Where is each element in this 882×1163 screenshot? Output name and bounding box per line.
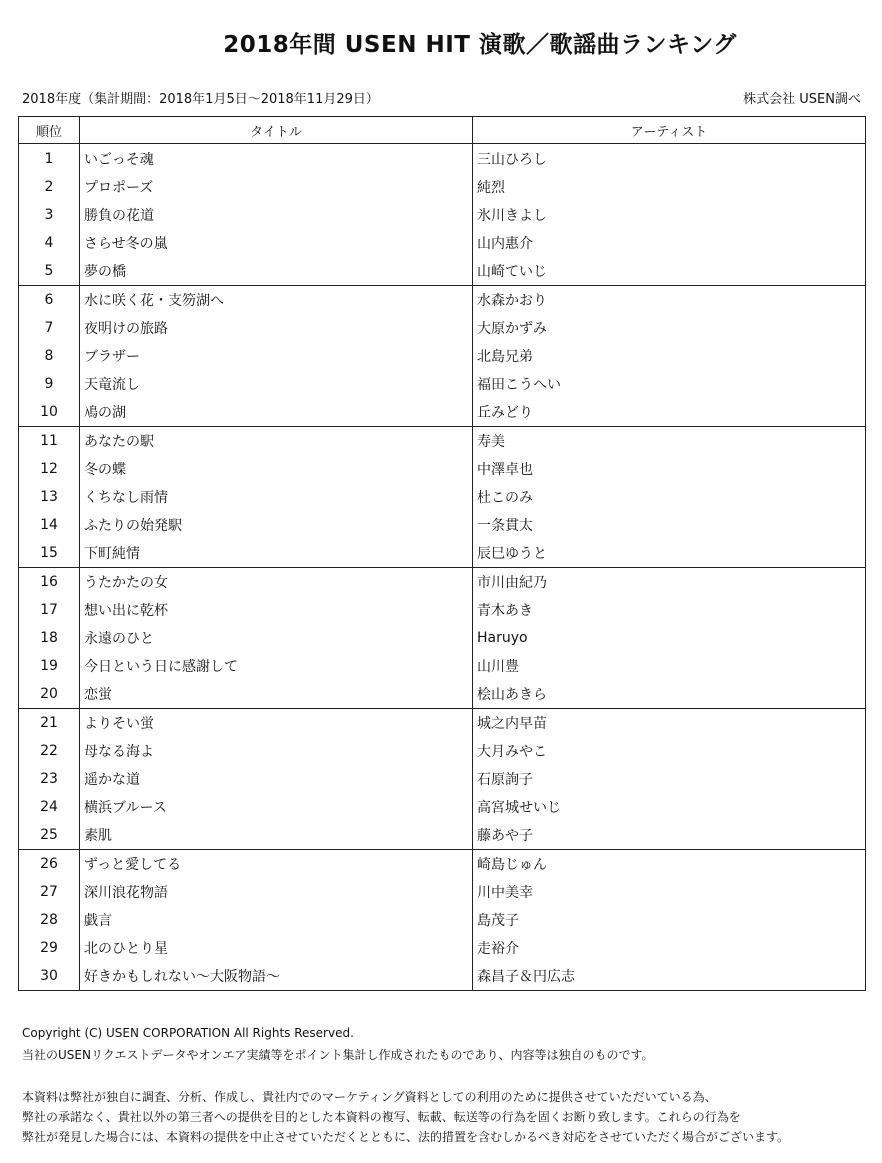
rank-cell: 11 bbox=[19, 427, 80, 456]
artist-cell: 走裕介 bbox=[473, 934, 866, 962]
title-cell: ブラザー bbox=[80, 342, 473, 370]
table-row bbox=[19, 342, 866, 370]
rank-cell: 21 bbox=[19, 709, 80, 738]
rank-cell: 13 bbox=[19, 483, 80, 511]
artist-cell: 純烈 bbox=[473, 173, 866, 201]
ranking-table bbox=[18, 116, 866, 991]
disclaimer-line: 弊社の承諾なく、貴社以外の第三者への提供を目的とした本資料の複写、転載、転送等の行為を固くお断り致します。これらの行為を bbox=[22, 1110, 741, 1124]
title-cell: 勝負の花道 bbox=[80, 201, 473, 229]
artist-cell: 川中美幸 bbox=[473, 878, 866, 906]
rank-cell: 18 bbox=[19, 624, 80, 652]
table-row bbox=[19, 821, 866, 850]
title-cell: 母なる海よ bbox=[80, 737, 473, 765]
rank-cell: 27 bbox=[19, 878, 80, 906]
table-row bbox=[19, 370, 866, 398]
artist-cell: 大原かずみ bbox=[473, 314, 866, 342]
table-row bbox=[19, 229, 866, 257]
title-cell: 深川浪花物語 bbox=[80, 878, 473, 906]
title-cell: ずっと愛してる bbox=[80, 850, 473, 879]
table-row bbox=[19, 850, 866, 879]
artist-cell: 寿美 bbox=[473, 427, 866, 456]
rank-cell: 16 bbox=[19, 568, 80, 597]
title-cell: 好きかもしれない～大阪物語～ bbox=[80, 962, 473, 991]
rank-cell: 20 bbox=[19, 680, 80, 709]
table-row bbox=[19, 680, 866, 709]
title-cell: うたかたの女 bbox=[80, 568, 473, 597]
artist-cell: 杜このみ bbox=[473, 483, 866, 511]
rank-cell: 14 bbox=[19, 511, 80, 539]
rank-cell: 19 bbox=[19, 652, 80, 680]
artist-cell: 丘みどり bbox=[473, 398, 866, 427]
artist-cell: 桧山あきら bbox=[473, 680, 866, 709]
artist-cell: 山内惠介 bbox=[473, 229, 866, 257]
rank-cell: 24 bbox=[19, 793, 80, 821]
rank-cell: 9 bbox=[19, 370, 80, 398]
method-note: 当社のUSENリクエストデータやオンエア実績等をポイント集計し作成されたものであり、内容等は独自のものです。 bbox=[22, 1048, 654, 1062]
artist-cell: 辰巳ゆうと bbox=[473, 539, 866, 568]
table-row bbox=[19, 765, 866, 793]
page-title: 2018年間 USEN HIT 演歌／歌謡曲ランキング bbox=[223, 32, 737, 58]
title-cell: 冬の蝶 bbox=[80, 455, 473, 483]
title-cell: 夢の橋 bbox=[80, 257, 473, 286]
rank-cell: 15 bbox=[19, 539, 80, 568]
title-cell: さらせ冬の嵐 bbox=[80, 229, 473, 257]
table-header-row bbox=[19, 117, 866, 144]
table-row bbox=[19, 878, 866, 906]
title-cell: ふたりの始発駅 bbox=[80, 511, 473, 539]
artist-cell: 大月みやこ bbox=[473, 737, 866, 765]
table-row bbox=[19, 906, 866, 934]
artist-cell: 水森かおり bbox=[473, 286, 866, 315]
table-row bbox=[19, 286, 866, 315]
disclaimer bbox=[22, 1087, 789, 1147]
rank-cell: 22 bbox=[19, 737, 80, 765]
artist-cell: 福田こうへい bbox=[473, 370, 866, 398]
rank-cell: 6 bbox=[19, 286, 80, 315]
rank-cell: 12 bbox=[19, 455, 80, 483]
artist-cell: 中澤卓也 bbox=[473, 455, 866, 483]
column-header-artist: アーティスト bbox=[473, 117, 866, 144]
rank-cell: 3 bbox=[19, 201, 80, 229]
artist-cell: 崎島じゅん bbox=[473, 850, 866, 879]
rank-cell: 29 bbox=[19, 934, 80, 962]
title-cell: 戯言 bbox=[80, 906, 473, 934]
rank-cell: 25 bbox=[19, 821, 80, 850]
rank-cell: 2 bbox=[19, 173, 80, 201]
rank-cell: 10 bbox=[19, 398, 80, 427]
artist-cell: 藤あや子 bbox=[473, 821, 866, 850]
table-row bbox=[19, 483, 866, 511]
data-source: 株式会社 USEN調べ bbox=[743, 92, 861, 107]
column-header-title: タイトル bbox=[80, 117, 473, 144]
artist-cell: Haruyo bbox=[473, 624, 866, 652]
table-row bbox=[19, 398, 866, 427]
table-row bbox=[19, 962, 866, 991]
title-cell: 恋蛍 bbox=[80, 680, 473, 709]
table-row bbox=[19, 539, 866, 568]
table-row bbox=[19, 793, 866, 821]
title-cell: よりそい蛍 bbox=[80, 709, 473, 738]
title-cell: 下町純情 bbox=[80, 539, 473, 568]
rank-cell: 23 bbox=[19, 765, 80, 793]
table-row bbox=[19, 737, 866, 765]
artist-cell: 石原詢子 bbox=[473, 765, 866, 793]
artist-cell: 一条貫太 bbox=[473, 511, 866, 539]
artist-cell: 山川豊 bbox=[473, 652, 866, 680]
table-row bbox=[19, 934, 866, 962]
title-cell: いごっそ魂 bbox=[80, 144, 473, 174]
table-row bbox=[19, 257, 866, 286]
table-row bbox=[19, 455, 866, 483]
title-cell: 想い出に乾杯 bbox=[80, 596, 473, 624]
rank-cell: 26 bbox=[19, 850, 80, 879]
disclaimer-line: 本資料は弊社が独自に調査、分析、作成し、貴社内でのマーケティング資料としての利用のために提供させていただいている為、 bbox=[22, 1090, 717, 1104]
ranking-table-body bbox=[19, 144, 866, 991]
title-cell: 夜明けの旅路 bbox=[80, 314, 473, 342]
rank-cell: 1 bbox=[19, 144, 80, 174]
rank-cell: 8 bbox=[19, 342, 80, 370]
title-cell: 横浜ブルース bbox=[80, 793, 473, 821]
rank-cell: 17 bbox=[19, 596, 80, 624]
artist-cell: 青木あき bbox=[473, 596, 866, 624]
artist-cell: 島茂子 bbox=[473, 906, 866, 934]
artist-cell: 山崎ていじ bbox=[473, 257, 866, 286]
table-row bbox=[19, 427, 866, 456]
title-cell: 鳰の湖 bbox=[80, 398, 473, 427]
rank-cell: 5 bbox=[19, 257, 80, 286]
title-cell: くちなし雨情 bbox=[80, 483, 473, 511]
title-cell: 水に咲く花・支笏湖へ bbox=[80, 286, 473, 315]
artist-cell: 氷川きよし bbox=[473, 201, 866, 229]
table-row bbox=[19, 314, 866, 342]
copyright-notice: Copyright (C) USEN CORPORATION All Rights Reserved. bbox=[22, 1026, 354, 1040]
rank-cell: 28 bbox=[19, 906, 80, 934]
disclaimer-line: 弊社が発見した場合には、本資料の提供を中止させていただくとともに、法的措置を含むしかるべき対応をさせていただく場合がございます。 bbox=[22, 1130, 790, 1144]
table-row bbox=[19, 709, 866, 738]
artist-cell: 森昌子＆円広志 bbox=[473, 962, 866, 991]
title-cell: 永遠のひと bbox=[80, 624, 473, 652]
artist-cell: 城之内早苗 bbox=[473, 709, 866, 738]
table-row bbox=[19, 511, 866, 539]
title-cell: プロポーズ bbox=[80, 173, 473, 201]
table-row bbox=[19, 596, 866, 624]
artist-cell: 三山ひろし bbox=[473, 144, 866, 174]
title-cell: 素肌 bbox=[80, 821, 473, 850]
rank-cell: 30 bbox=[19, 962, 80, 991]
column-header-rank: 順位 bbox=[19, 117, 80, 144]
title-cell: 今日という日に感謝して bbox=[80, 652, 473, 680]
title-cell: 遥かな道 bbox=[80, 765, 473, 793]
aggregation-period: 2018年度（集計期間：2018年1月5日～2018年11月29日） bbox=[22, 92, 379, 107]
table-row bbox=[19, 652, 866, 680]
table-row bbox=[19, 201, 866, 229]
table-row bbox=[19, 144, 866, 174]
table-row bbox=[19, 624, 866, 652]
title-cell: 天竜流し bbox=[80, 370, 473, 398]
table-row bbox=[19, 568, 866, 597]
artist-cell: 北島兄弟 bbox=[473, 342, 866, 370]
title-cell: 北のひとり星 bbox=[80, 934, 473, 962]
artist-cell: 市川由紀乃 bbox=[473, 568, 866, 597]
artist-cell: 高宮城せいじ bbox=[473, 793, 866, 821]
rank-cell: 4 bbox=[19, 229, 80, 257]
title-cell: あなたの駅 bbox=[80, 427, 473, 456]
table-row bbox=[19, 173, 866, 201]
rank-cell: 7 bbox=[19, 314, 80, 342]
